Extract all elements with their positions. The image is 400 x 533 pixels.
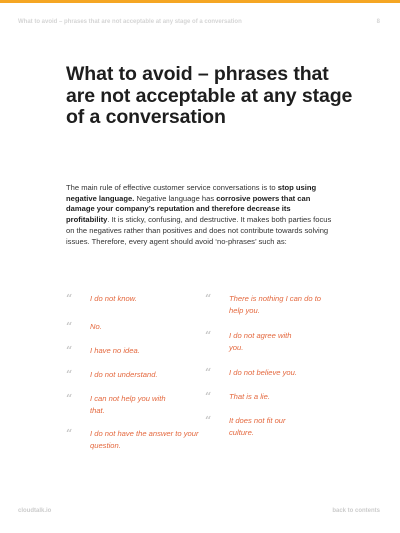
quote-icon: “ <box>205 390 212 403</box>
page-footer <box>18 505 380 517</box>
phrases-column-right <box>205 293 355 458</box>
phrase-item <box>205 391 355 415</box>
phrase-item <box>66 369 205 393</box>
quote-icon: “ <box>66 292 73 305</box>
no-phrases-list <box>66 293 356 458</box>
site-link[interactable]: cloudtalk.io <box>18 508 52 514</box>
running-title: What to avoid – phrases that are not acceptable at any stage of a conversation <box>18 19 242 25</box>
quote-icon: “ <box>205 366 212 379</box>
quote-icon: “ <box>66 320 73 333</box>
page-number: 8 <box>376 19 380 25</box>
phrase-text: I do not believe you. <box>229 368 297 377</box>
phrase-item <box>205 415 355 445</box>
phrase-text: I do not know. <box>90 294 137 303</box>
intro-bold-2: corrosive powers that can damage your company’s reputation and therefore decrease its profitability <box>66 193 311 225</box>
intro-text-3: . It is sticky, confusing, and destructive. It makes both parties focus on the negatives rather than positives and does not contribute towards solving issues. Therefore, every agent should avoid ‘no-phrases’ such as: <box>66 215 332 246</box>
phrase-item <box>66 321 205 345</box>
phrase-text: That is a lie. <box>229 392 270 401</box>
phrase-text: There is nothing I can do to help you. <box>229 294 322 315</box>
back-to-contents-link[interactable]: back to contents <box>332 508 380 514</box>
quote-icon: “ <box>66 344 73 357</box>
top-accent-rule <box>0 0 400 3</box>
phrase-item <box>66 293 205 321</box>
quote-icon: “ <box>66 427 73 440</box>
quote-icon: “ <box>205 329 212 342</box>
intro-text-1: The main rule of effective customer service conversations is to <box>66 183 278 192</box>
quote-icon: “ <box>66 368 73 381</box>
phrase-text: No. <box>90 322 102 331</box>
phrase-item <box>66 428 205 458</box>
intro-paragraph <box>66 183 334 247</box>
page-header <box>18 16 380 28</box>
phrase-text: I do not understand. <box>90 370 158 379</box>
phrase-text: I have no idea. <box>90 346 140 355</box>
phrase-item <box>66 345 205 369</box>
phrase-text: I can not help you with that. <box>90 394 166 415</box>
intro-text-2: Negative language has <box>134 193 217 203</box>
quote-icon: “ <box>205 414 212 427</box>
intro-bold-1: stop using negative language. <box>66 183 317 203</box>
phrase-item <box>205 330 355 367</box>
page-title: What to avoid – phrases that are not acceptable at any stage of a conversation <box>66 63 353 128</box>
quote-icon: “ <box>205 292 212 305</box>
phrase-text: It does not fit our culture. <box>229 416 286 437</box>
phrase-item <box>66 393 205 428</box>
phrases-column-left <box>66 293 205 458</box>
phrase-item <box>205 293 355 330</box>
phrase-text: I do not agree with you. <box>229 331 292 352</box>
phrase-text: I do not have the answer to your question. <box>90 429 199 450</box>
quote-icon: “ <box>66 392 73 405</box>
phrase-item <box>205 367 355 391</box>
